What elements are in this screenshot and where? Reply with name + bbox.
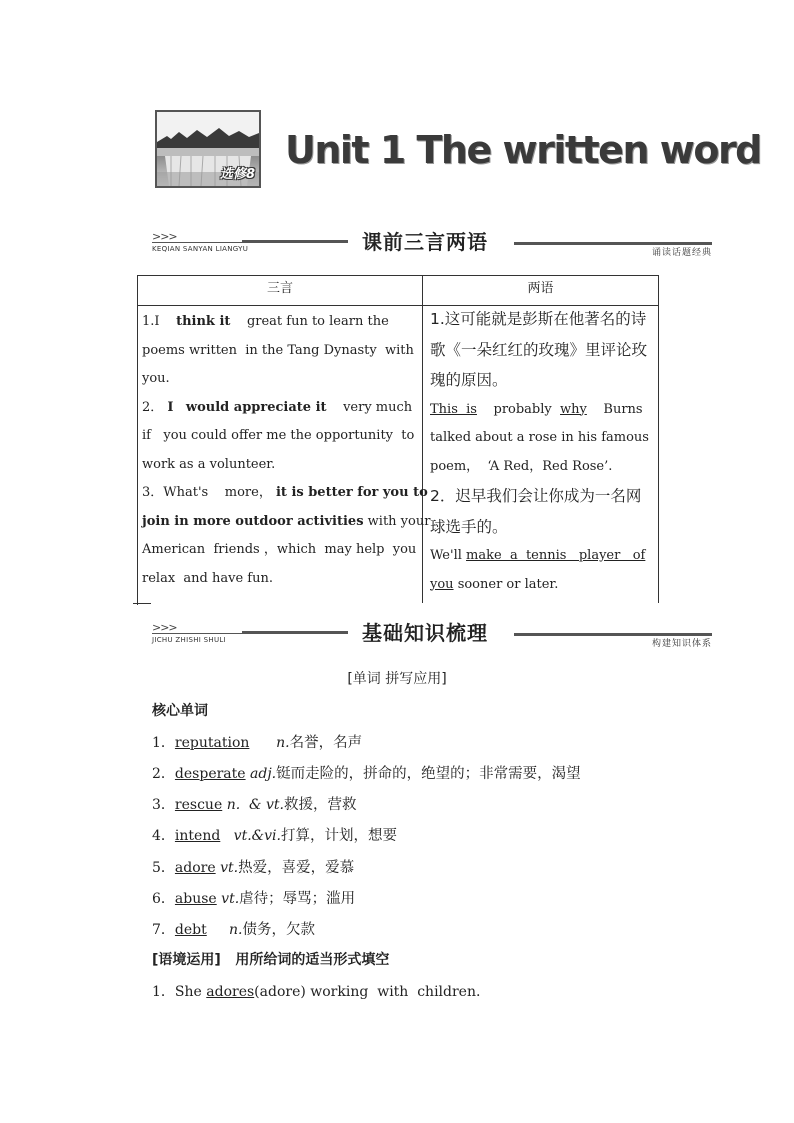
arrows-icon: >>> [152,621,177,634]
english-1-line-2: talked about a rose in his famous [430,430,649,445]
core-words-heading: 核心单词 [152,703,208,719]
left-cell [142,308,431,593]
answer-word: desperate [174,766,246,782]
answer-word: debt [174,922,207,938]
context-heading: [语境运用] 用所给词的适当形式填空 [152,952,390,968]
vocab-item: 6．abuse vt.虐待；辱骂；滥用 [152,891,356,907]
vocab-item: 2．desperate adj.铤而走险的，拼命的，绝望的；非常需要，渴望 [152,766,581,782]
section-heading: 基础知识梳理 [362,621,488,645]
vocab-item: 7．debt n.债务，欠款 [152,922,315,938]
words-subheading: [单词 拼写应用] [347,671,447,687]
answer-word: intend [174,828,221,844]
section-banner-2 [152,619,712,649]
answer-blank: This is [430,401,477,417]
vocab-item: 5．adore vt.热爱，喜爱，爱慕 [152,860,355,876]
exercise-item: 1．She adores(adore) working with children. [152,984,481,1000]
answer-blank: you [430,576,454,592]
banner-rule-thick [242,631,348,634]
sentence-1-line-2: poems written in the Tang Dynasty with [142,342,414,358]
answer-word: reputation [174,735,250,751]
banner-rule-thick [242,240,348,243]
answer-text: would appreciate it [185,399,327,415]
section-tag: 构建知识体系 [651,639,712,649]
chinese-1-line-3: 瑰的原因。 [430,371,508,389]
page-title: Unit 1 The written word [285,128,761,172]
sentence-2-line-1: 2． I would appreciate it very much [142,399,413,415]
chinese-2-line-2: 球选手的。 [430,517,508,536]
answer-text: join in more outdoor activities [142,513,364,529]
answer-blank: why [560,401,587,417]
answer-text: it is better for you to [275,485,428,500]
answer-word: adore [174,860,216,876]
chinese-1-line-2: 歌《一朵红红的玫瑰》里评论玫 [430,340,648,359]
sentence-3-line-2: join in more outdoor activities with your [142,513,431,529]
table-header-liangyu: 两语 [527,281,554,296]
english-1-line-1: This is probably why Burns [430,401,643,417]
english-2-line-1: We'll make a tennis player of [430,548,646,563]
table-header-sanyan: 三言 [266,281,293,296]
table-border-mid [422,305,423,603]
english-2-line-2: you sooner or later. [430,576,559,592]
unit-badge [155,110,261,188]
table-border-left [137,305,138,605]
answer-word: adores [206,984,255,1000]
sentence-1-line-1: 1.I think it great fun to learn the [142,314,389,329]
right-cell [430,304,656,599]
section-heading: 课前三言两语 [362,230,488,254]
section-pinyin: KEQIAN SANYAN LIANGYU [152,245,249,253]
section-banner-1 [152,228,712,258]
table-corner-mark [133,603,151,604]
sentence-3-line-3: American friends ，which may help you [142,542,417,557]
sentence-3-line-1: 3．What's more， it is better for you to [142,485,428,500]
sentence-2-line-2: if you could offer me the opportunity to [142,428,415,443]
section-tag: 诵读话题经典 [651,248,712,258]
vocab-item: 4．intend vt.&vi.打算，计划，想要 [152,828,397,844]
table-border-right [658,305,659,603]
chinese-1-line-1: 1.这可能就是彭斯在他著名的诗 [430,310,647,328]
section-pinyin: JICHU ZHISHI SHULI [152,636,226,644]
answer-text: think it [176,314,231,329]
answer-blank: make a tennis player of [466,548,646,563]
badge-label: 选修8 [219,167,255,182]
chinese-2-line-1: 2．迟早我们会让你成为一名网 [430,487,642,505]
english-1-line-3: poem， ‘A Red，Red Rose’. [430,458,613,474]
answer-word: abuse [174,891,217,907]
sentence-2-line-3: work as a volunteer. [142,456,276,472]
arrows-icon: >>> [152,230,177,243]
vocab-item: 1．reputation n.名誉，名声 [152,735,363,751]
sentence-3-line-4: relax and have fun. [142,570,273,586]
answer-word: rescue [174,797,223,813]
vocab-item: 3．rescue n. & vt.救援，营救 [152,797,357,813]
sentence-1-line-3: you. [142,371,170,386]
